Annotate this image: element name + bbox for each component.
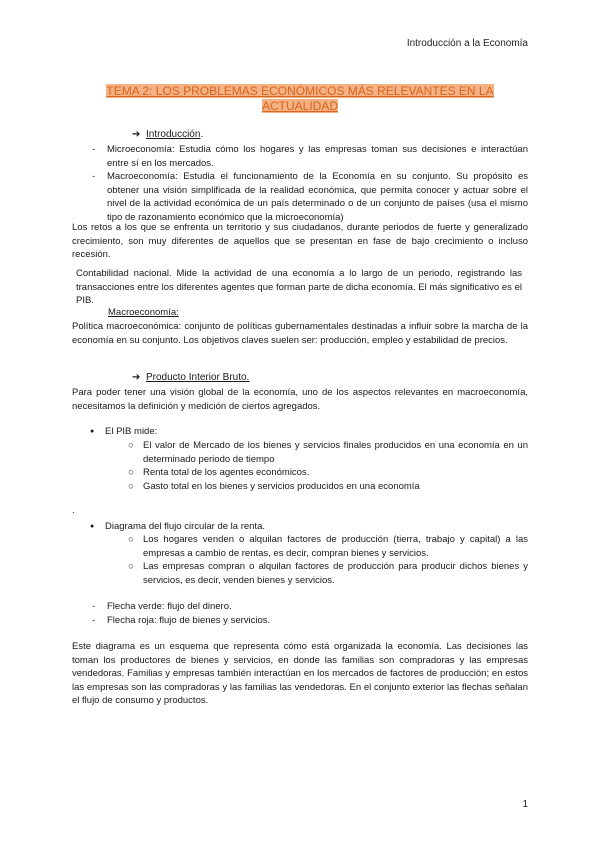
list-item [128, 533, 528, 560]
dash-icon: - [92, 171, 96, 182]
title-line-2: ACTUALIDAD [261, 99, 338, 113]
pib-sub-3: Gasto total en los bienes y servicios producidos en una economía [143, 481, 420, 492]
pib-sub-2: Renta total de los agentes económicos. [143, 467, 310, 478]
intro-paragraph: Los retos a los que se enfrenta un territorio y sus ciudadanos, durante periodos de fuerte y generalizado crecimiento, son muy diferentes de aquellos que se presentan en fase de bajo crecimiento o incluso recesión. [72, 222, 528, 260]
circle-bullet-icon: ○ [128, 481, 134, 492]
flecha-roja: Flecha roja: flujo de bienes y servicios. [107, 615, 271, 626]
circle-bullet-icon: ○ [128, 467, 134, 478]
arrow-icon: ➔ [132, 129, 141, 140]
pib-mide: El PIB mide: [105, 426, 158, 437]
list-item [92, 614, 528, 628]
bullet-icon: ● [90, 523, 95, 530]
contabilidad-paragraph: Contabilidad nacional. Mide la actividad de una economía a lo largo de un periodo, registrando las transacciones entre los diferentes agentes que forman parte de dicha economía. El más significativo es el PIB. [76, 268, 522, 306]
intro-heading-text: Introducción [145, 129, 201, 140]
pib-heading [132, 372, 249, 383]
circle-bullet-icon: ○ [128, 561, 134, 572]
diagrama-paragraph: Este diagrama es un esquema que representa cómo está organizada la economía. Las decisiones las toman los productores de bienes y servicios, en donde las familias son compradoras y las empresas vendedoras. Familias y empresas también interactúan en los mercados de factores de producción; en estos las empresas son las compradoras y las familias las vendedoras. En el conjunto exterior las flechas señalan el flujo de consumo y productos. [72, 641, 528, 706]
politica-paragraph: Política macroeconómica: conjunto de políticas gubernamentales destinadas a influir sobre la marcha de la economía en su conjunto. Los objetivos claves suelen ser: producción, empleo y estabilidad de precios. [72, 321, 528, 346]
list-item [128, 560, 528, 587]
dash-icon: - [92, 601, 96, 612]
arrow-icon: ➔ [132, 372, 141, 383]
bullet-icon: ● [90, 428, 95, 435]
dash-icon: - [92, 144, 96, 155]
list-item [128, 480, 528, 494]
list-item [92, 170, 528, 224]
list-item [90, 520, 528, 534]
title-line-1: TEMA 2: LOS PROBLEMAS ECONÓMICOS MÁS RELEVANTES EN LA [106, 84, 494, 98]
pib-sub-1: El valor de Mercado de los bienes y servicios finales producidos en una economía en un determinado periodo de tiempo [143, 440, 528, 465]
list-item [90, 425, 528, 439]
micro-definition: Microeconomía: Estudia cómo los hogares y las empresas toman sus decisiones e interactúan entre sí en los mercados. [107, 144, 528, 169]
flujo-heading: Diagrama del flujo circular de la renta. [105, 521, 265, 532]
intro-heading-suffix: . [200, 129, 204, 140]
page-number: 1 [522, 799, 528, 810]
flujo-sub-2: Las empresas compran o alquilan factores de producción para producir dichos bienes y servicios, es decir, venden bienes y servicios. [143, 561, 528, 586]
macro-definition: Macroeconomía: Estudia el funcionamiento de la Economía en su conjunto. Su propósito es obtener una visión simplificada de la realidad económica, que permita conocer y actuar sobre el nivel de la actividad económica de un país determinado o de un conjunto de países (usa el mismo tipo de razonamiento económico que la microeconomía) [107, 171, 528, 223]
pib-paragraph: Para poder tener una visión global de la economía, uno de los aspectos relevantes en macroeconomía, necesitamos la definición y medición de ciertos agregados. [72, 387, 528, 412]
macro-subheading: Macroeconomía: [108, 307, 179, 318]
running-header: Introducción a la Economía [406, 38, 528, 49]
list-item [92, 143, 528, 170]
flecha-verde: Flecha verde: flujo del dinero. [107, 601, 232, 612]
flujo-sub-1: Los hogares venden o alquilan factores de producción (tierra, trabajo y capital) a las empresas a cambio de rentas, es decir, compran bienes y servicios. [143, 534, 528, 559]
list-item [128, 466, 528, 480]
list-item [92, 600, 528, 614]
stray-dot: . [72, 505, 75, 516]
intro-heading [132, 129, 203, 140]
circle-bullet-icon: ○ [128, 440, 134, 451]
dash-icon: - [92, 615, 96, 626]
circle-bullet-icon: ○ [128, 534, 134, 545]
pib-heading-text: Producto Interior Bruto. [145, 372, 250, 383]
list-item [128, 439, 528, 466]
document-title [100, 84, 500, 114]
